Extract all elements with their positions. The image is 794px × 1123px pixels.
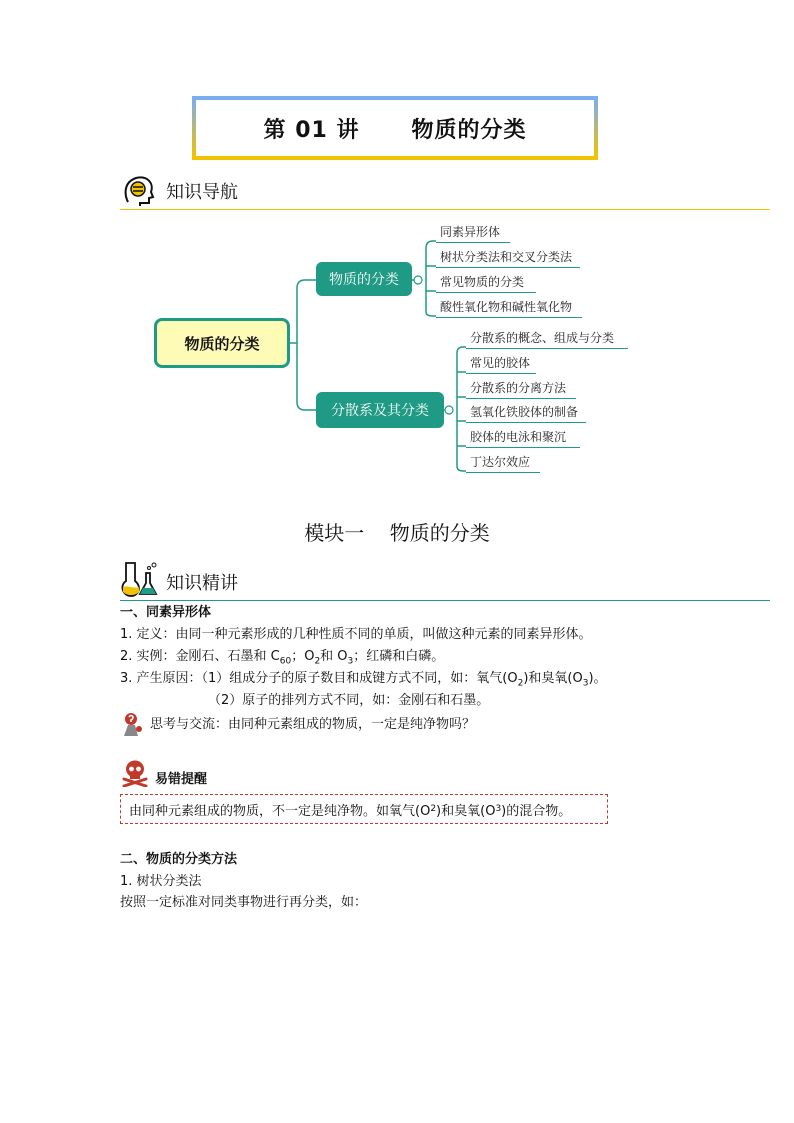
mindmap-branch-dispersion: 分散系及其分类: [316, 392, 444, 428]
part2-item1: 1. 树状分类法: [120, 874, 202, 889]
knowledge-lecture-header: [120, 561, 770, 601]
subscript: 3: [347, 656, 354, 667]
subscript: 2: [430, 804, 437, 814]
subscript: 2: [314, 656, 321, 667]
mindmap-branch-substance: 物质的分类: [316, 262, 412, 296]
text-run: )和臭氧(O: [436, 803, 496, 819]
mindmap-leaf: 常见物质的分类: [436, 274, 536, 293]
mindmap-leaf: 丁达尔效应: [466, 454, 540, 473]
mindmap-root: 物质的分类: [154, 318, 290, 368]
mindmap-leaf: 酸性氧化物和碱性氧化物: [436, 299, 582, 318]
part2-heading: 二、物质的分类方法: [120, 852, 238, 867]
subscript: 60: [279, 656, 292, 667]
part1-cause: [120, 670, 607, 693]
mindmap-leaf: 氢氧化铁胶体的制备: [466, 404, 586, 423]
text-run: )。: [588, 671, 607, 686]
text-run: )的混合物。: [501, 803, 572, 819]
skull-warning-icon: [122, 759, 148, 787]
mindmap-leaf: 常见的胶体: [466, 355, 536, 374]
part1-heading: 一、同素异形体: [120, 605, 212, 620]
flask-icon: [120, 559, 160, 599]
subscript: 2: [517, 678, 524, 689]
text-run: ；红磷和白磷。: [353, 649, 445, 664]
text-run: ；O: [291, 649, 315, 664]
module-heading: 模块一 物质的分类: [304, 521, 490, 545]
header-divider: [120, 600, 770, 601]
text-run: )和臭氧(O: [523, 671, 583, 686]
mindmap-leaf: 分散系的分离方法: [466, 380, 576, 399]
part2-description: 按照一定标准对同类事物进行再分类，如：: [120, 895, 368, 910]
subscript: 3: [582, 678, 589, 689]
question-person-icon: [122, 711, 144, 737]
part1-example: [120, 648, 444, 671]
warning-label: 易错提醒: [155, 772, 208, 787]
subscript: 3: [495, 804, 502, 814]
mindmap-leaf: 同素异形体: [436, 224, 510, 243]
knowledge-lecture-label: 知识精讲: [166, 573, 238, 594]
think-prompt: 思考与交流：由同种元素组成的物质，一定是纯净物吗？: [150, 717, 476, 732]
mindmap-leaf: 树状分类法和交叉分类法: [436, 249, 580, 268]
text-run: 和 O: [320, 649, 348, 664]
mindmap-leaf: 胶体的电泳和聚沉: [466, 429, 580, 448]
knowledge-nav-label: 知识导航: [166, 182, 238, 203]
part1-cause-2: （2）原子的排列方式不同，如：金刚石和石墨。: [208, 693, 490, 708]
text-run: 由同种元素组成的物质，不一定是纯净物。如氧气(O: [129, 803, 431, 819]
part1-definition: 1. 定义：由同一种元素形成的几种性质不同的单质，叫做这种元素的同素异形体。: [120, 627, 592, 642]
lecture-topic: 物质的分类: [411, 117, 527, 143]
warning-box: [120, 794, 608, 824]
mindmap-leaf: 分散系的概念、组成与分类: [466, 330, 628, 349]
text-run: 2. 实例：金刚石、石墨和 C: [120, 649, 280, 664]
text-run: 3. 产生原因：（1）组成分子的原子数目和成键方式不同，如：氧气(O: [120, 671, 518, 686]
lecture-number: 第 01 讲: [263, 117, 360, 143]
